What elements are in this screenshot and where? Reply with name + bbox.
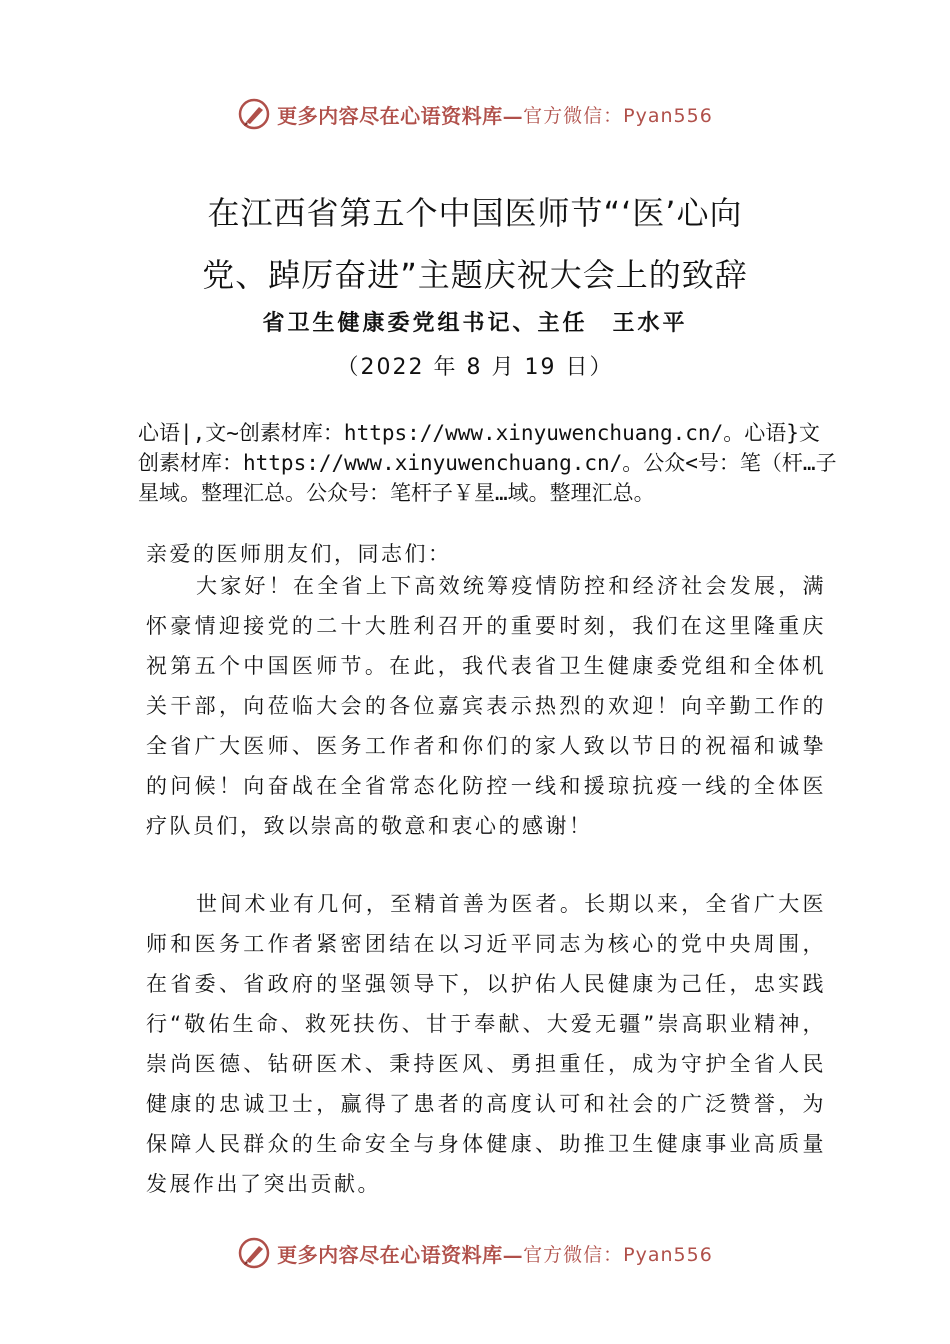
paragraph-2: 世间术业有几何，至精首善为医者。长期以来，全省广大医师和医务工作者紧密团结在以习近平同志为核心的党中央周围，在省委、省政府的坚强领导下，以护佑人民健康为己任，忠实践行“敬佑生命、救死扶伤、甘于奉献、大爱无疆”崇高职业精神，崇尚医德、钻研医术、秉持医风、勇担重任，成为守护全省人民健康的忠诚卫士，赢得了患者的高度认可和社会的广泛赞誉，为保障人民群众的生命安全与身体健康、助推卫生健康事业高质量发展作出了突出贡献。: [146, 892, 826, 1196]
banner-text: 更多内容尽在心语资料库—: [277, 1242, 524, 1267]
banner-wechat: 官方微信：Pyan556: [523, 104, 713, 127]
paragraph-1: 大家好！在全省上下高效统筹疫情防控和经济社会发展，满怀豪情迎接党的二十大胜利召开的重要时刻，我们在这里隆重庆祝第五个中国医师节。在此，我代表省卫生健康委党组和全体机关干部，向莅临大会的各位嘉宾表示热烈的欢迎！向辛勤工作的全省广大医师、医务工作者和你们的家人致以节日的祝福和诚挚的问候！向奋战在全省常态化防控一线和援琼抗疫一线的全体医疗队员们，致以崇高的敬意和衷心的感谢！: [146, 574, 826, 838]
header-banner: [0, 94, 950, 134]
pen-circle-logo-icon: [237, 97, 271, 131]
banner-wechat: 官方微信：Pyan556: [523, 1243, 713, 1266]
document-title-line-2: 党、踔厉奋进”主题庆祝大会上的致辞: [202, 256, 748, 294]
document-title-line-1: 在江西省第五个中国医师节“‘医’心向: [207, 194, 743, 232]
pen-circle-logo-icon: [237, 1236, 271, 1270]
banner-text: 更多内容尽在心语资料库—: [277, 103, 524, 128]
source-notice: 心语|,文~创素材库：https://www.xinyuwenchuang.cn/。心语}文创素材库：https://www.xinyuwenchuang.cn/。公众<号：笔（杆…子星域。整理汇总。公众号：笔杆子￥星…域。整理汇总。: [138, 421, 837, 505]
date-line: （2022 年 8 月 19 日）: [336, 355, 614, 380]
greeting: 亲爱的医师朋友们，同志们：: [146, 542, 452, 566]
footer-banner: [0, 1233, 950, 1273]
author-line: 省卫生健康委党组书记、主任 王水平: [262, 310, 688, 336]
